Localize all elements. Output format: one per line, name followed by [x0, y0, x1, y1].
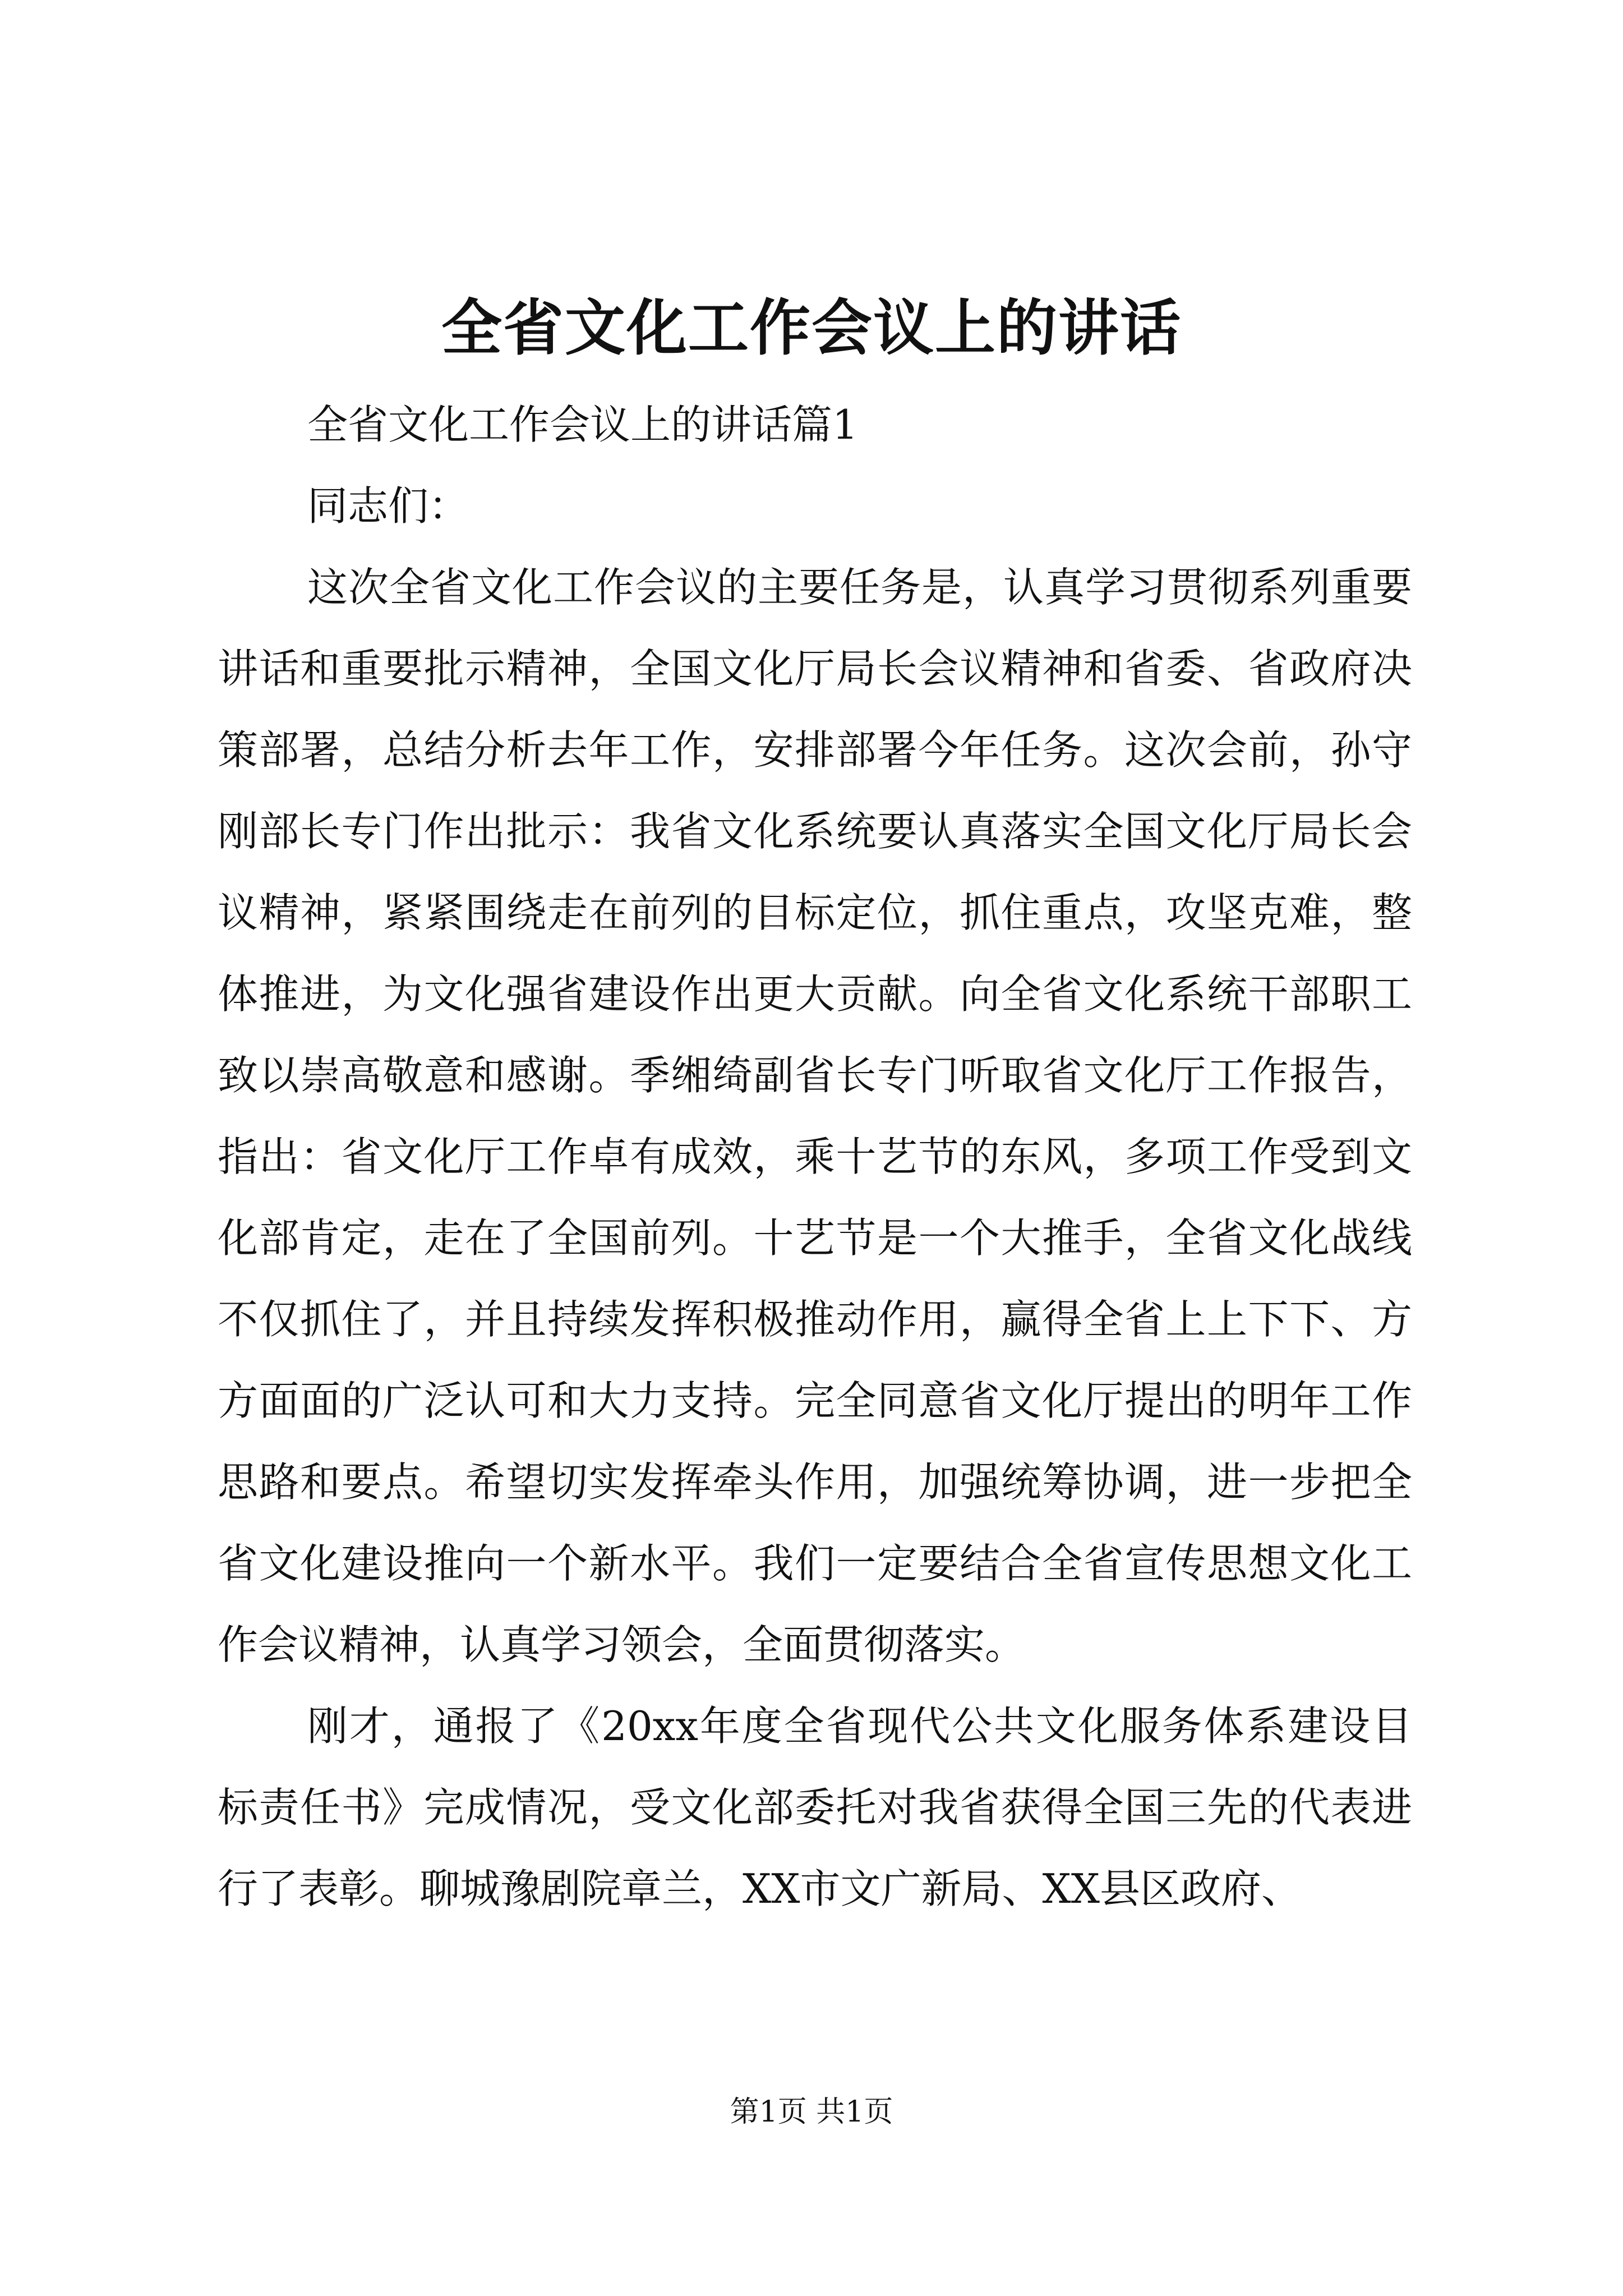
document-title: 全省文化工作会议上的讲话: [441, 293, 1182, 364]
body-paragraph: 这次全省文化工作会议的主要任务是，认真学习贯彻系列重要讲话和重要批示精神，全国文化厅局长会议精神和省委、省政府决策部署，总结分析去年工作，安排部署今年任务。这次会前，孙守刚部长专门作出批示：我省文化系统要认真落实全国文化厅局长会议精神，紧紧围绕走在前列的目标定位，抓住重点，攻坚克难，整体推进，为文化强省建设作出更大贡献。向全省文化系统干部职工致以崇高敬意和感谢。季缃绮副省长专门听取省文化厅工作报告，指出：省文化厅工作卓有成效，乘十艺节的东风，多项工作受到文化部肯定，走在了全国前列。十艺节是一个大推手，全省文化战线不仅抓住了，并且持续发挥积极推动作用，赢得全省上上下下、方方面面的广泛认可和大力支持。完全同意省文化厅提出的明年工作思路和要点。希望切实发挥牵头作用，加强统筹协调，进一步把全省文化建设推向一个新水平。我们一定要结合全省宣传思想文化工作会议精神，认真学习领会，全面贯彻落实。: [218, 564, 1412, 1668]
document-body: [218, 384, 1412, 1930]
page-footer: 第1页 共1页: [730, 2095, 893, 2129]
salutation: 同志们：: [307, 482, 469, 530]
body-paragraph: 刚才，通报了《20xx年度全省现代公共文化服务体系建设目标责任书》完成情况，受文化部委托对我省获得全国三先的代表进行了表彰。聊城豫剧院章兰，XX市文广新局、XX县区政府、: [218, 1703, 1412, 1912]
document-subtitle: 全省文化工作会议上的讲话篇1: [307, 401, 858, 448]
